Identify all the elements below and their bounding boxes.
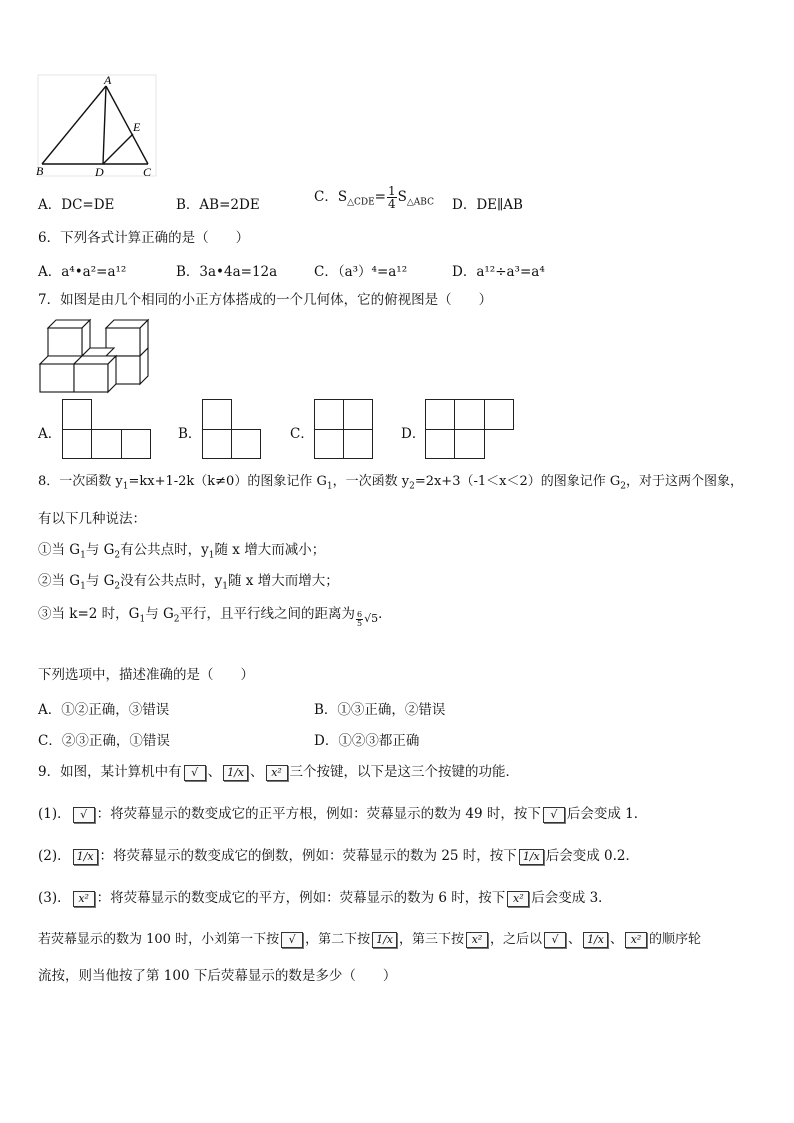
- q7-option-d: D．: [401, 426, 426, 442]
- q5-option-d: D．DE∥AB: [452, 197, 523, 213]
- grid-cell: [343, 429, 373, 459]
- top-view-option-c: [314, 399, 373, 459]
- reciprocal-key-icon: 1/x: [583, 932, 608, 948]
- q7-option-b: B．: [178, 426, 202, 442]
- grid-cell: [425, 399, 455, 430]
- grid-cell: [202, 429, 232, 459]
- grid-cell: [454, 399, 485, 430]
- label-d: D: [95, 165, 104, 179]
- square-key-icon: x²: [625, 932, 647, 948]
- q7-option-c: C．: [290, 426, 314, 442]
- q8-statement-1: ①当 $G_1$与 $G_2$有公共点时，$y_1$随 x 增大而减小；: [38, 542, 326, 561]
- fraction-six-fifths: $\frac{6}{5}$: [357, 610, 363, 628]
- reciprocal-key-icon: 1/x: [223, 765, 248, 781]
- q8-option-d: D．①②③都正确: [314, 733, 420, 749]
- sqrt-key-icon: √: [543, 807, 565, 823]
- q8-stem-line1: 8．一次函数 $y_1=kx+1-2k(k\ne 0)$的图象记作 $G_1$，一次函数 $y_2=2x+3(-1<x<2)$的图象记作 $G_2$，对于这两个图象，: [38, 474, 744, 492]
- sqrt-key-icon: √: [184, 765, 206, 781]
- grid-cell: [314, 429, 344, 459]
- side-ac: [106, 86, 148, 164]
- label-c: C: [143, 165, 152, 179]
- segment-de: [103, 134, 133, 164]
- q5-option-c: C．$S_{\triangle CDE}=$ $\frac{1}{4}$ $S_{\triangle ABC}$: [314, 184, 434, 211]
- grid-cell: [425, 429, 455, 459]
- q8-option-c: C．②③正确，①错误: [38, 733, 170, 749]
- q6-option-d: D．a¹²÷a³=a⁴: [452, 264, 545, 280]
- grid-cell: [121, 429, 151, 459]
- square-key-icon: x²: [507, 891, 529, 907]
- grid-cell: [231, 429, 261, 459]
- q8-stem-line2: 有以下几种说法：: [38, 511, 146, 527]
- q6-option-a: A．a⁴•a²=a¹²: [38, 264, 127, 280]
- q9-function-1: (1)． √ ：将荧幕显示的数变成它的正平方根，例如：荧幕显示的数为 49 时，按下 √ 后会变成 1．: [38, 806, 648, 822]
- q9-problem-line2: 流按，则当他按了第 100 下后荧幕显示的数是多少（ ）: [38, 968, 397, 984]
- grid-cell: [314, 399, 344, 430]
- cube-solid-figure: [36, 318, 152, 396]
- q9-stem: 9．如图，某计算机中有 √ 、 1/x 、 x² 三个按键，以下是这三个按键的功能．: [38, 764, 520, 780]
- grid-cell: [202, 399, 232, 430]
- reciprocal-key-icon: 1/x: [372, 932, 397, 948]
- grid-cell: [484, 399, 514, 430]
- sqrt-five: √5: [364, 612, 379, 625]
- reciprocal-key-icon: 1/x: [519, 849, 544, 865]
- reciprocal-key-icon: 1/x: [73, 849, 98, 865]
- q7-stem: 7．如图是由几个相同的小正方体搭成的一个几何体，它的俯视图是（ ）: [38, 292, 493, 308]
- square-key-icon: x²: [73, 891, 95, 907]
- q8-statement-3: ③当 k=2 时，$G_1$与 $G_2$平行，且平行线之间的距离为 $\frac{6}{5}$ $_{√5}$．: [38, 606, 392, 628]
- q6-option-c: C．（a³）⁴=a¹²: [314, 264, 408, 280]
- square-key-icon: x²: [466, 932, 488, 948]
- q8-option-a: A．①②正确，③错误: [38, 702, 170, 718]
- top-view-option-b: [202, 399, 261, 459]
- sqrt-key-icon: √: [73, 807, 95, 823]
- q6-stem: 6．下列各式计算正确的是（ ）: [38, 230, 250, 246]
- q5-option-b: B．AB=2DE: [176, 197, 260, 213]
- segment-ad: [103, 86, 106, 164]
- grid-cell: [343, 399, 373, 430]
- q9-function-3: (3)． x² ：将荧幕显示的数变成它的平方，例如：荧幕显示的数为 6 时，按下 x² 后会变成 3．: [38, 890, 612, 906]
- top-view-option-a: [62, 399, 151, 459]
- side-ab: [42, 86, 106, 164]
- label-a: A: [104, 74, 112, 87]
- sqrt-key-icon: √: [281, 932, 303, 948]
- label-b: B: [36, 164, 44, 178]
- grid-cell: [91, 429, 122, 459]
- grid-cell: [454, 429, 485, 459]
- grid-cell: [62, 399, 92, 430]
- triangle-figure: [36, 74, 160, 180]
- label-e: E: [133, 120, 141, 134]
- square-key-icon: x²: [266, 765, 288, 781]
- q9-problem-line1: 若荧幕显示的数为 100 时，小刘第一下按 √ ，第二下按 1/x ，第三下按 x² ，之后以 √ 、 1/x 、 x² 的顺序轮: [38, 932, 702, 947]
- sqrt-key-icon: √: [544, 932, 566, 948]
- q9-function-2: (2)． 1/x ：将荧幕显示的数变成它的倒数，例如：荧幕显示的数为 25 时，按下 1/x 后会变成 0.2．: [38, 848, 639, 864]
- q8-option-b: B．①③正确，②错误: [314, 702, 446, 718]
- q7-option-a: A．: [38, 426, 62, 442]
- grid-cell: [62, 429, 92, 459]
- q8-prompt: 下列选项中，描述准确的是（ ）: [38, 667, 254, 683]
- top-view-option-d: [425, 399, 514, 459]
- q6-option-b: B．3a•4a=12a: [176, 264, 278, 280]
- q8-statement-2: ②当 $G_1$与 $G_2$没有公共点时，$y_1$随 x 增大而增大；: [38, 573, 339, 592]
- fraction-one-quarter: $\frac{1}{4}$: [387, 184, 396, 211]
- q5-option-a: A．DC=DE: [38, 197, 115, 213]
